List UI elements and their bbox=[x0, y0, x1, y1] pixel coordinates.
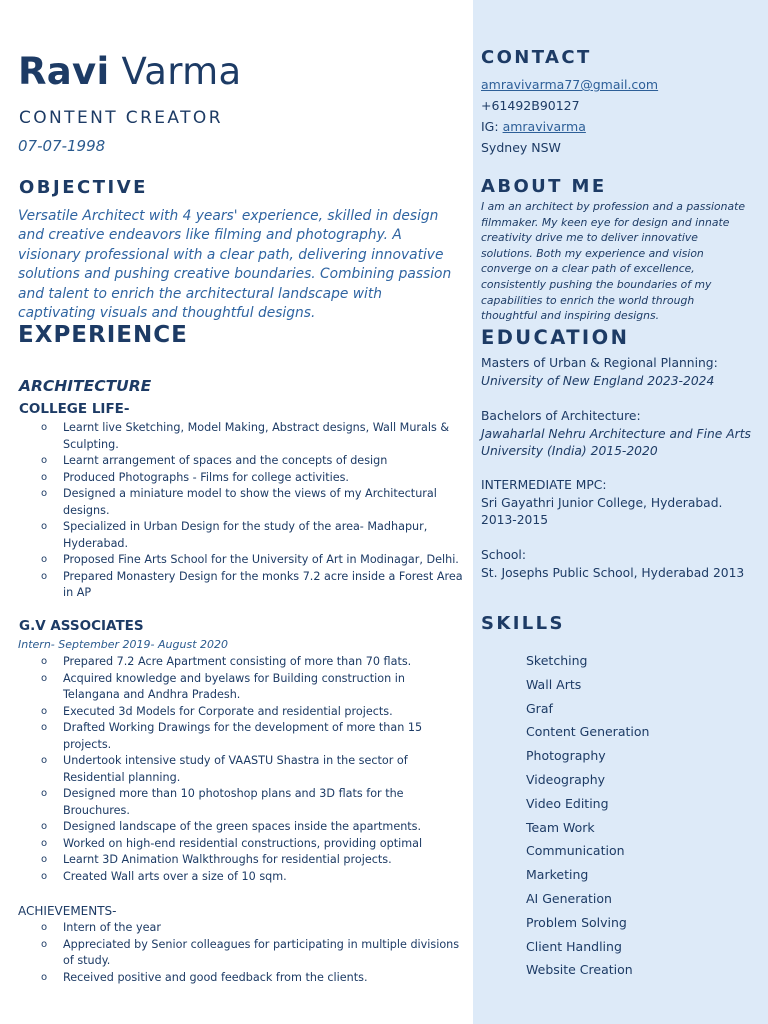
skill-item: Website Creation bbox=[526, 962, 633, 978]
education-institution: St. Josephs Public School, Hyderabad 2013 bbox=[481, 565, 745, 580]
education-degree: Bachelors of Architecture: bbox=[481, 409, 641, 423]
list-item: o Worked on high-end residential constructions, providing optimal bbox=[18, 836, 458, 853]
college-life-heading: COLLEGE LIFE- bbox=[19, 401, 130, 417]
about-heading: ABOUT ME bbox=[481, 176, 607, 197]
education-heading: EDUCATION bbox=[481, 326, 630, 349]
achievements-list bbox=[18, 920, 473, 986]
education-degree: School: bbox=[481, 548, 526, 562]
skill-item: Video Editing bbox=[526, 795, 609, 811]
achievements-heading: ACHIEVEMENTS- bbox=[18, 904, 117, 918]
skill-item: Client Handling bbox=[526, 938, 622, 954]
list-item: o Drafted Working Drawings for the development of more than 15 projects. bbox=[18, 720, 458, 753]
objective-text: Versatile Architect with 4 years' experience, skilled in design and creative endeavors like filming and photography. A visionary professional with a clear path, delivering innovative solutions and pushing creative boundaries. Combining passion and talent to enrich the architectural landscape with captivating visuals and thoughtful designs. bbox=[18, 208, 452, 322]
skill-item: Marketing bbox=[526, 867, 589, 883]
education-degree: INTERMEDIATE MPC: bbox=[481, 478, 607, 492]
skill-item: Content Generation bbox=[526, 724, 650, 740]
skill-item: Videography bbox=[526, 771, 606, 787]
instagram-link[interactable]: amravivarma bbox=[502, 119, 586, 134]
phone-number: +61492B90127 bbox=[481, 98, 580, 113]
education-institution: Jawaharlal Nehru Architecture and Fine Arts University (India) 2015-2020 bbox=[481, 426, 751, 458]
instagram-line bbox=[481, 119, 586, 134]
gv-associates-list bbox=[18, 654, 458, 885]
date-of-birth: 07-07-1998 bbox=[18, 137, 106, 155]
email-link[interactable]: amravivarma77@gmail.com bbox=[481, 77, 659, 92]
experience-heading: EXPERIENCE bbox=[18, 322, 188, 348]
list-item: o Undertook intensive study of VAASTU Shastra in the sector of Residential planning. bbox=[18, 753, 458, 786]
education-entry bbox=[481, 477, 761, 530]
skills-heading: SKILLS bbox=[481, 613, 565, 634]
skill-item: Wall Arts bbox=[526, 676, 582, 692]
list-item: o Executed 3d Models for Corporate and residential projects. bbox=[18, 704, 458, 721]
college-life-list bbox=[18, 420, 473, 602]
list-item: o Received positive and good feedback from the clients. bbox=[18, 970, 473, 987]
education-entry bbox=[481, 408, 761, 461]
list-item: o Appreciated by Senior colleagues for participating in multiple divisions of study. bbox=[18, 937, 473, 970]
list-item: o Prepared 7.2 Acre Apartment consisting of more than 70 flats. bbox=[18, 654, 458, 671]
skills-list bbox=[526, 649, 649, 982]
list-item: o Specialized in Urban Design for the study of the area- Madhapur, Hyderabad. bbox=[18, 519, 473, 552]
last-name: Varma bbox=[121, 50, 242, 93]
skill-item: Problem Solving bbox=[526, 914, 627, 930]
gv-internship-dates: Intern- September 2019- August 2020 bbox=[18, 638, 228, 651]
about-text: I am an architect by profession and a passionate filmmaker. My keen eye for design and innate creativity drive me to deliver innovative solutions. Both my experience and vision converge on a clear path of excellence, consistently pushing the boundaries of my capabilities to enrich the world through thoughtful and inspiring designs. bbox=[481, 200, 745, 323]
list-item: o Created Wall arts over a size of 10 sqm. bbox=[18, 869, 458, 886]
education-entry bbox=[481, 547, 761, 582]
person-name bbox=[18, 50, 241, 94]
list-item: o Designed a miniature model to show the views of my Architectural designs. bbox=[18, 486, 473, 519]
list-item: o Proposed Fine Arts School for the University of Art in Modinagar, Delhi. bbox=[18, 552, 473, 569]
education-institution: University of New England 2023-2024 bbox=[481, 373, 715, 388]
list-item: o Learnt 3D Animation Walkthroughs for residential projects. bbox=[18, 852, 458, 869]
list-item: o Learnt arrangement of spaces and the concepts of design bbox=[18, 453, 473, 470]
skill-item: Communication bbox=[526, 843, 625, 859]
skill-item: Photography bbox=[526, 748, 606, 764]
skill-item: Sketching bbox=[526, 653, 588, 668]
list-item: o Intern of the year bbox=[18, 920, 473, 937]
list-item: o Designed more than 10 photoshop plans and 3D flats for the Brouchures. bbox=[18, 786, 458, 819]
contact-heading: CONTACT bbox=[481, 47, 592, 68]
objective-heading: OBJECTIVE bbox=[19, 177, 148, 198]
list-item: o Prepared Monastery Design for the monks 7.2 acre inside a Forest Area in AP bbox=[18, 569, 473, 602]
skill-item: AI Generation bbox=[526, 890, 612, 906]
education-institution: Sri Gayathri Junior College, Hyderabad. 2013-2015 bbox=[481, 495, 723, 527]
list-item: o Produced Photographs - Films for college activities. bbox=[18, 470, 473, 487]
education-degree: Masters of Urban & Regional Planning: bbox=[481, 356, 718, 370]
skill-item: Graf bbox=[526, 700, 553, 716]
architecture-heading: ARCHITECTURE bbox=[19, 377, 152, 395]
location: Sydney NSW bbox=[481, 140, 561, 155]
instagram-label: IG: bbox=[481, 119, 503, 134]
list-item: o Designed landscape of the green spaces inside the apartments. bbox=[18, 819, 458, 836]
skill-item: Team Work bbox=[526, 819, 595, 835]
list-item: o Learnt live Sketching, Model Making, Abstract designs, Wall Murals & Sculpting. bbox=[18, 420, 473, 453]
gv-associates-heading: G.V ASSOCIATES bbox=[19, 618, 144, 634]
list-item: o Acquired knowledge and byelaws for Building construction in Telangana and Andhra Pradesh. bbox=[18, 671, 458, 704]
education-entry bbox=[481, 355, 761, 390]
job-title: CONTENT CREATOR bbox=[19, 108, 223, 128]
first-name: Ravi bbox=[18, 50, 110, 93]
